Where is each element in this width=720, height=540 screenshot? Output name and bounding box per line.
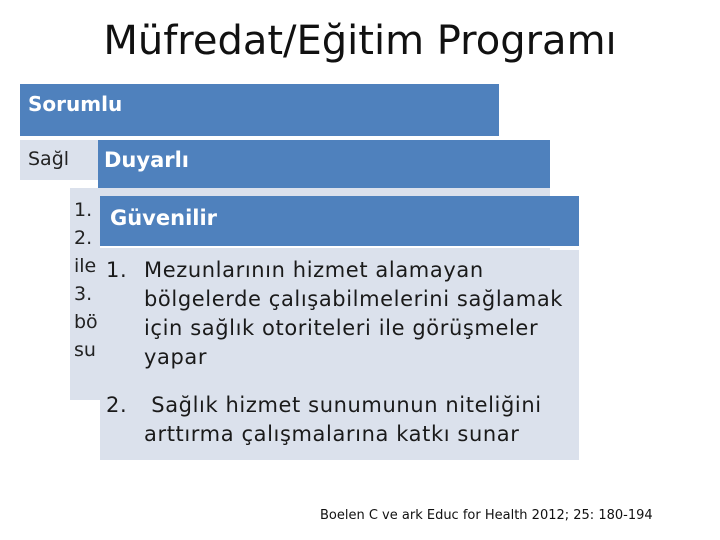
- card-duyarli-peek-lines: [74, 196, 98, 364]
- list-item-line: bölgelerde çalışabilmelerini sağlamak: [144, 287, 564, 311]
- card-guvenilir-header: Güvenilir: [100, 196, 579, 248]
- card-duyarli-peek-text: Sağl: [20, 140, 98, 180]
- card-sorumlu-header: Sorumlu: [20, 84, 499, 136]
- page-title: Müfredat/Eğitim Programı: [103, 18, 617, 64]
- peek-line: bö: [74, 311, 98, 333]
- list-item-number: 2.: [106, 393, 128, 417]
- card-sorumlu: [20, 84, 499, 136]
- list-item-line: yapar: [144, 345, 208, 369]
- peek-line: 3.: [74, 283, 93, 305]
- list-item-line: için sağlık otoriteleri ile görüşmeler: [144, 316, 539, 340]
- list-item-text: [144, 256, 574, 372]
- peek-line: 2.: [74, 227, 93, 249]
- list-item-number: 1.: [106, 258, 128, 282]
- peek-line: 1.: [74, 199, 93, 221]
- list-item-text: [144, 391, 574, 449]
- card-guvenilir-body: [100, 250, 579, 460]
- peek-line: ile: [74, 255, 97, 277]
- citation: Boelen C ve ark Educ for Health 2012; 25: 180-194: [320, 508, 653, 523]
- list-item-line: Mezunlarının hizmet alamayan: [144, 258, 484, 282]
- card-guvenilir: [100, 196, 579, 460]
- list-item-line: Sağlık hizmet sunumunun niteliğini: [144, 393, 542, 417]
- card-duyarli-header: Duyarlı: [98, 140, 550, 188]
- peek-line: su: [74, 339, 96, 361]
- list-item-line: arttırma çalışmalarına katkı sunar: [144, 422, 520, 446]
